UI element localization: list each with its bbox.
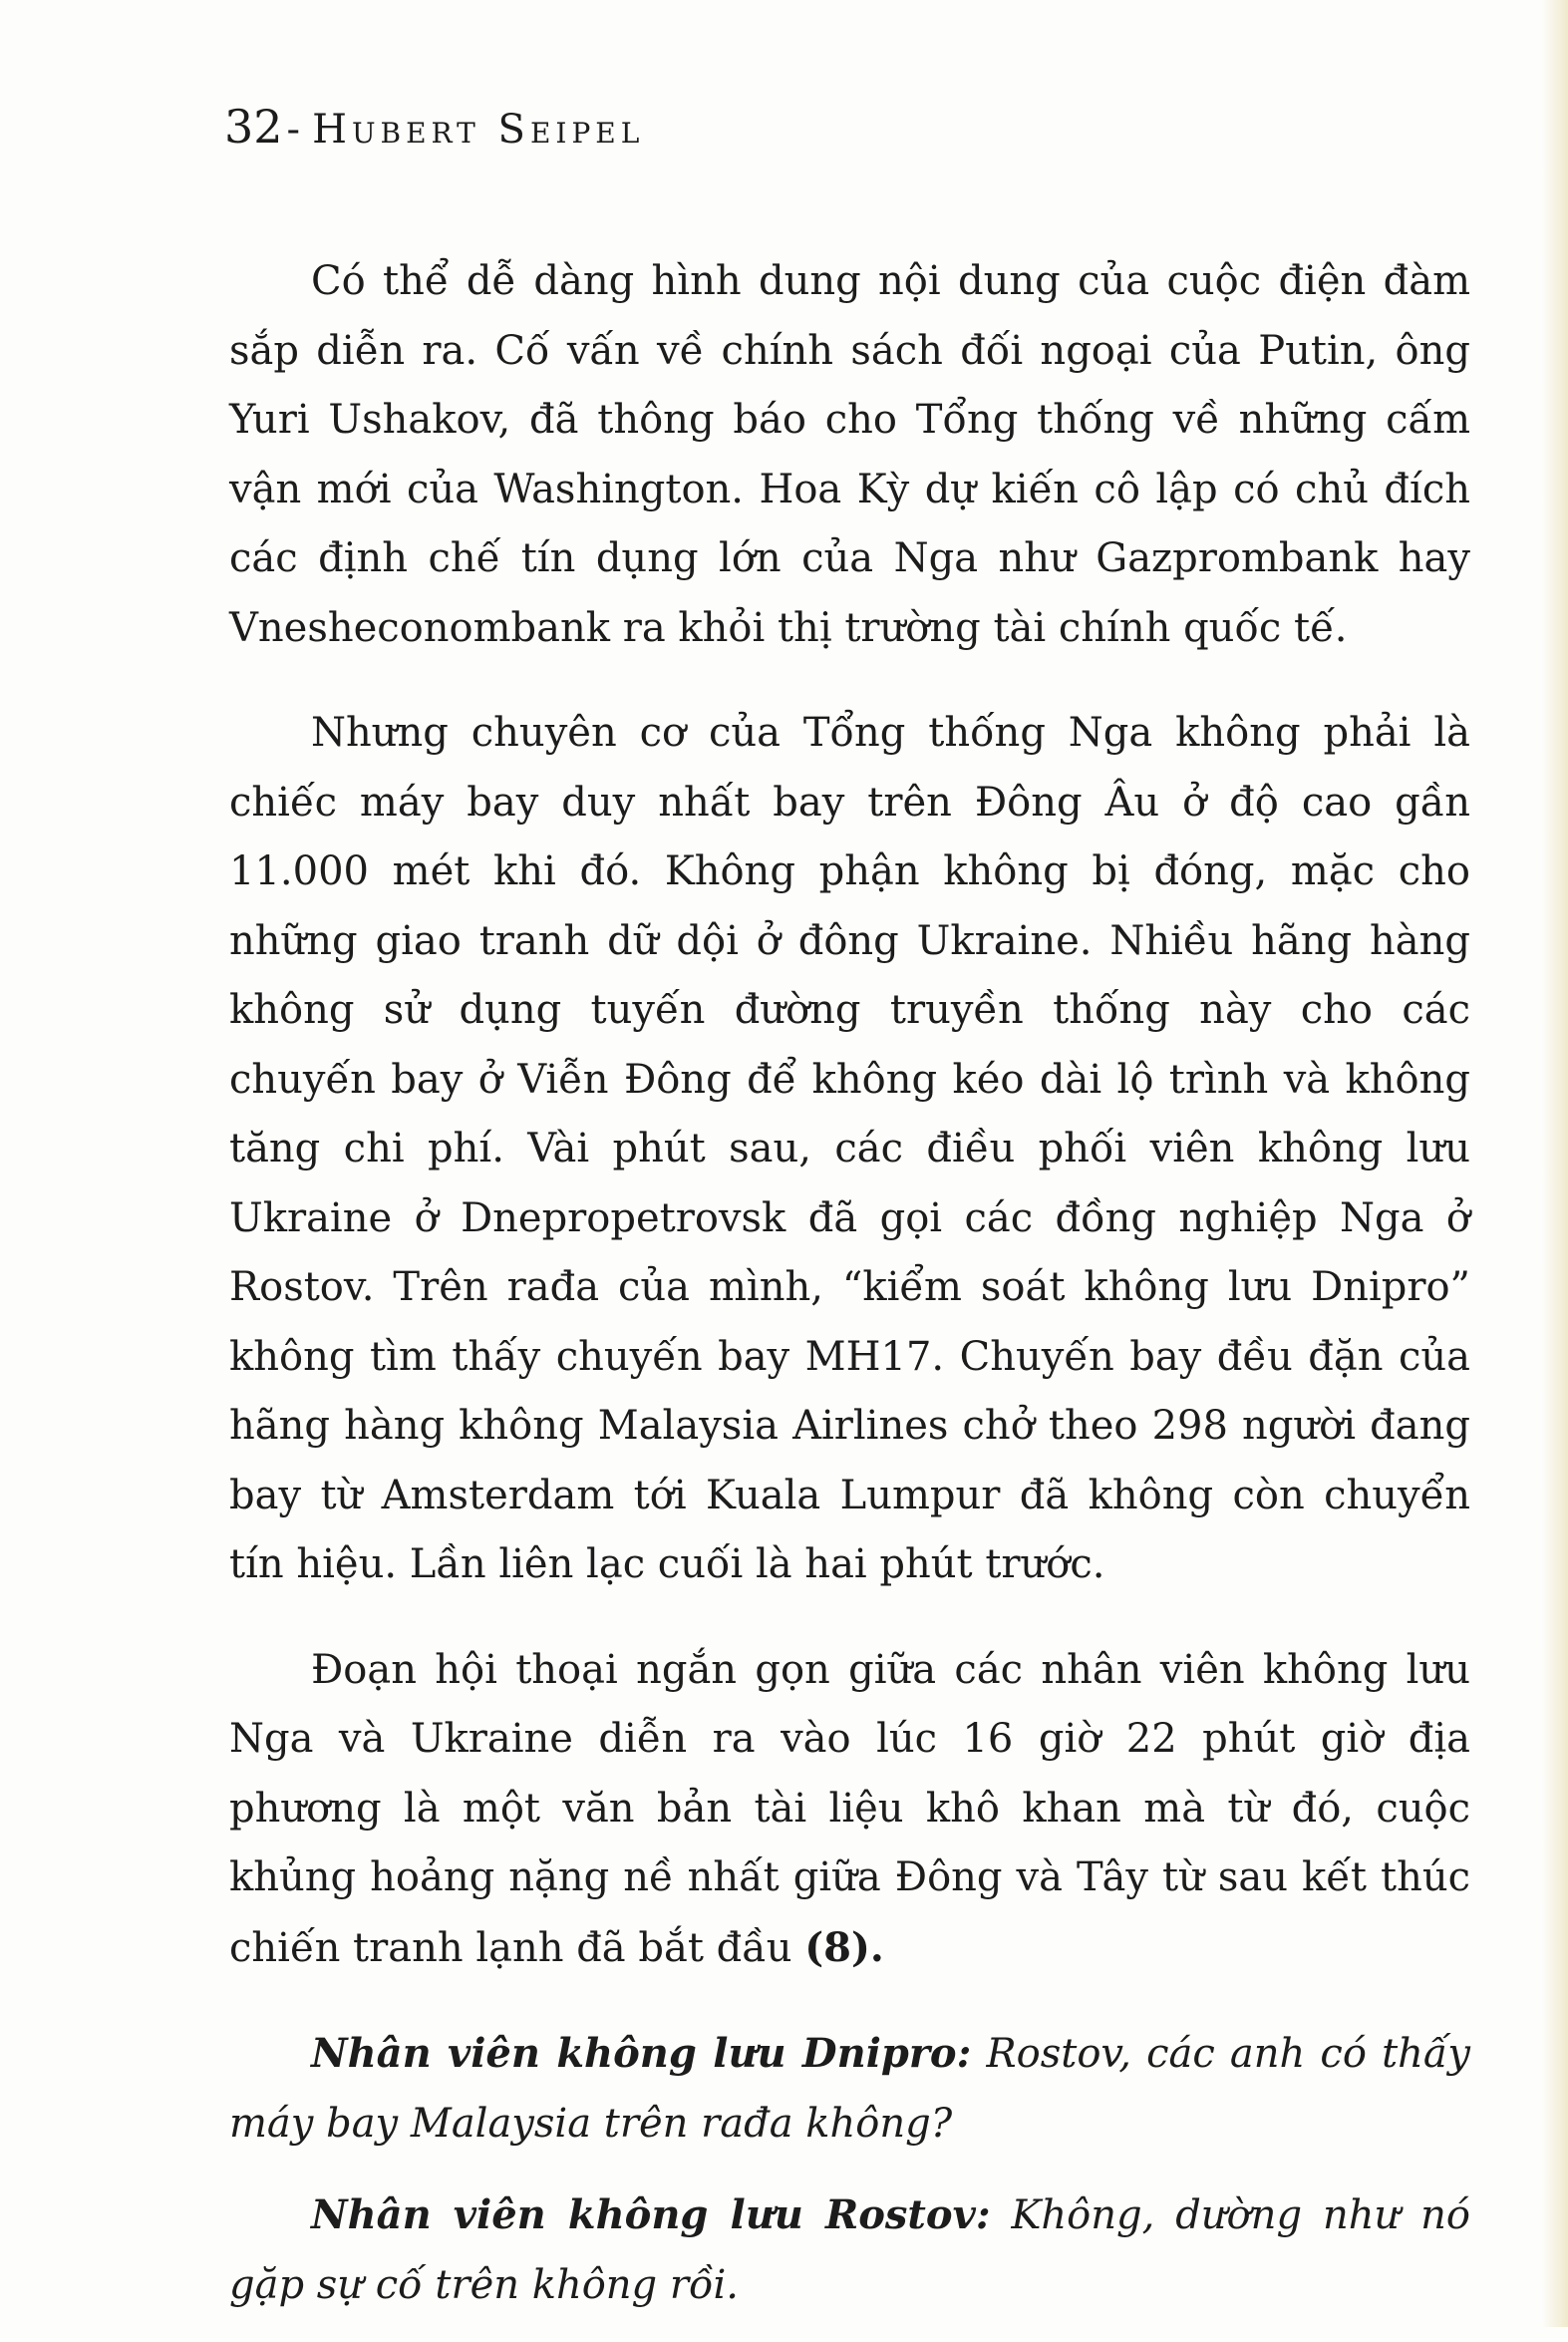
- page-number: 32: [224, 100, 283, 154]
- running-header: [224, 100, 644, 154]
- citation-marker: (8).: [804, 1923, 884, 1971]
- dialogue-line-1: [229, 2019, 1470, 2159]
- page-body: [229, 247, 1470, 2342]
- dialogue-speaker-1: Nhân viên không lưu Dnipro:: [311, 2030, 972, 2077]
- dialogue-line-2: [229, 2180, 1470, 2320]
- dialogue-speaker-2: Nhân viên không lưu Rostov:: [311, 2191, 991, 2238]
- page-edge-shading: [1542, 0, 1568, 2327]
- dialogue-text-1: Rostov, các anh có thấy máy bay Malaysia trên rađa không?: [229, 2031, 1471, 2147]
- paragraph-3-text: Đoạn hội thoại ngắn gọn giữa các nhân viên không lưu Nga và Ukraine diễn ra vào lúc 16 giờ 22 phút giờ địa phương là một văn bản tài liệu khô khan mà từ đó, cuộc khủng hoảng nặng nề nhất giữa Đông và Tây từ sau kết thúc chiến tranh lạnh đã bắt đầu: [229, 1646, 1470, 1971]
- paragraph-3: [229, 1636, 1470, 1984]
- header-separator: -: [286, 107, 305, 153]
- paragraph-1: Có thể dễ dàng hình dung nội dung của cuộc điện đàm sắp diễn ra. Cố vấn về chính sách đối ngoại của Putin, ông Yuri Ushakov, đã thông báo cho Tổng thống về những cấm vận mới của Washington. Hoa Kỳ dự kiến cô lập có chủ đích các định chế tín dụng lớn của Nga như Gazprombank hay Vnesheconombank ra khỏi thị trường tài chính quốc tế.: [229, 258, 1470, 651]
- author-name: Hubert Seipel: [312, 107, 645, 153]
- dialogue-text-2: Không, dường như nó gặp sự cố trên không rồi.: [229, 2192, 1470, 2308]
- paragraph-2: Nhưng chuyên cơ của Tổng thống Nga không phải là chiếc máy bay duy nhất bay trên Đông Âu ở độ cao gần 11.000 mét khi đó. Không phận không bị đóng, mặc cho những giao tranh dữ dội ở đông Ukraine. Nhiều hãng hàng không sử dụng tuyến đường truyền thống này cho các chuyến bay ở Viễn Đông để không kéo dài lộ trình và không tăng chi phí. Vài phút sau, các điều phối viên không lưu Ukraine ở Dnepropetrovsk đã gọi các đồng nghiệp Nga ở Rostov. Trên rađa của mình, “kiểm soát không lưu Dnipro” không tìm thấy chuyến bay MH17. Chuyến bay đều đặn của hãng hàng không Malaysia Airlines chở theo 298 người đang bay từ Amsterdam tới Kuala Lumpur đã không còn chuyển tín hiệu. Lần liên lạc cuối là hai phút trước.: [229, 710, 1470, 1587]
